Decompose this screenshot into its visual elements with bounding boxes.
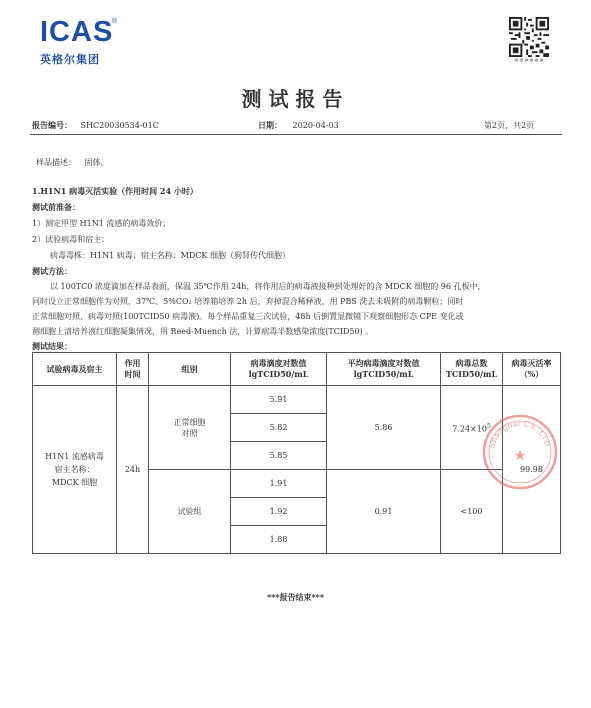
col-total-line-2: TCID50/mL — [445, 369, 498, 379]
company-logo: ICAS — [40, 16, 114, 48]
control-total-exponent: 5 — [486, 422, 491, 430]
col-avg-titer — [327, 353, 441, 386]
cell-control-avg: 5.86 — [327, 386, 441, 470]
virus-host-line-3: MDCK 细胞 — [51, 478, 98, 487]
cell-rate: 99.98 — [503, 386, 561, 554]
method-line-2: 同时设立正常细胞作为对照，37℃、5%CO₂ 培养箱培养 2h 后，弃掉混合稀释液，用 PBS 洗去未吸附的病毒颗粒；同时 — [32, 297, 464, 306]
cell-test-total: <100 — [441, 470, 503, 554]
method-line-3: 正常细胞对照、病毒对照(100TCID50 病毒液)。每个样品重复三次试验，48h 后倒置显微镜下观察细胞形态 CPE 变化或 — [32, 312, 464, 321]
report-number-label: 报告编号： — [32, 120, 72, 130]
prep-title: 测试前准备： — [32, 202, 80, 212]
registered-mark: ® — [112, 18, 118, 25]
cell-time: 24h — [117, 386, 149, 554]
qr-caption: ▦ ▦ ▦ ▦ ▦ ▦ — [514, 57, 544, 62]
cell-virus-host — [33, 386, 117, 554]
col-total — [441, 353, 503, 386]
col-time-line-1: 作用 — [124, 358, 141, 368]
col-titer-line-1: 病毒滴度对数值 — [250, 358, 307, 368]
virus-host-line-2: 宿主名称： — [54, 465, 95, 474]
seal-text: Shanghai Co.,LTD — [487, 418, 553, 450]
page-info: 第2页，共2页 — [484, 121, 535, 130]
sample-label: 样品描述： — [36, 158, 76, 167]
group-control-line-1: 正常细胞 — [173, 417, 206, 427]
report-number — [32, 120, 159, 131]
cell-control-titer-3: 5.85 — [231, 442, 327, 470]
col-virus-host: 试验病毒及宿主 — [33, 353, 117, 386]
virus-strain: 病毒毒株：H1N1 病毒；宿主名称：MDCK 细胞（狗肾传代细胞） — [50, 251, 290, 260]
group-control-line-2: 对照 — [181, 428, 198, 438]
section-heading: 1.H1N1 病毒灭活实验（作用时间 24 小时） — [32, 186, 198, 196]
col-rate-line-2: （%） — [519, 369, 544, 379]
svg-text:★: ★ — [513, 448, 527, 464]
report-date-value: 2020-04-03 — [292, 121, 339, 130]
cell-test-titer-1: 1.91 — [231, 470, 327, 498]
report-date-label: 日期： — [258, 120, 282, 130]
cell-test-titer-3: 1.88 — [231, 526, 327, 554]
col-total-line-1: 病毒总数 — [455, 358, 488, 368]
cell-control-titer-2: 5.82 — [231, 414, 327, 442]
sample-description — [36, 157, 109, 168]
table-header-row — [33, 353, 561, 386]
report-title: 测试报告 — [241, 87, 350, 111]
table-row — [33, 386, 561, 414]
col-group: 组别 — [149, 353, 231, 386]
method-line-4: 测细胞上清培养液红细胞凝集情况，用 Reed-Muench 法，计算病毒半数感染浓度(TCID50) 。 — [32, 327, 374, 336]
sample-value: 固体。 — [84, 158, 109, 167]
col-time — [117, 353, 149, 386]
method-title: 测试方法： — [32, 266, 72, 276]
col-avg-line-1: 平均病毒滴度对数值 — [347, 358, 420, 368]
col-titer — [231, 353, 327, 386]
report-number-value: SHC20030534-01C — [80, 121, 159, 130]
cell-control-titer-1: 5.91 — [231, 386, 327, 414]
cell-test-titer-2: 1.92 — [231, 498, 327, 526]
prep-step-1: 1）测定甲型 H1N1 流感的病毒效价； — [32, 219, 171, 228]
col-avg-line-2: lgTCID50/mL — [353, 369, 414, 379]
prep-step-2: 2）试验病毒和宿主： — [32, 235, 110, 244]
col-rate — [503, 353, 561, 386]
cell-group-test: 试验组 — [149, 470, 231, 554]
col-rate-line-1: 病毒灭活率 — [511, 358, 552, 368]
virus-host-line-1: H1N1 流感病毒 — [45, 452, 104, 461]
col-titer-line-2: lgTCID50/mL — [248, 369, 309, 379]
report-date — [258, 120, 339, 131]
header-divider — [30, 134, 562, 135]
company-seal-icon — [480, 412, 560, 492]
report-end: ***报告结束*** — [266, 592, 325, 602]
cell-test-avg: 0.91 — [327, 470, 441, 554]
company-name-cn: 英格尔集团 — [40, 53, 100, 66]
control-total-base: 7.24×10 — [452, 424, 487, 434]
results-title: 测试结果： — [32, 341, 72, 351]
col-time-line-2: 时间 — [124, 369, 141, 379]
cell-group-control — [149, 386, 231, 470]
qr-code-icon — [509, 17, 549, 57]
method-line-1: 以 100TC0 浓度滴加在样品表面，保温 35℃作用 24h，将作用后的病毒液接种到处理好的含 MDCK 细胞的 96 孔板中， — [50, 282, 486, 291]
